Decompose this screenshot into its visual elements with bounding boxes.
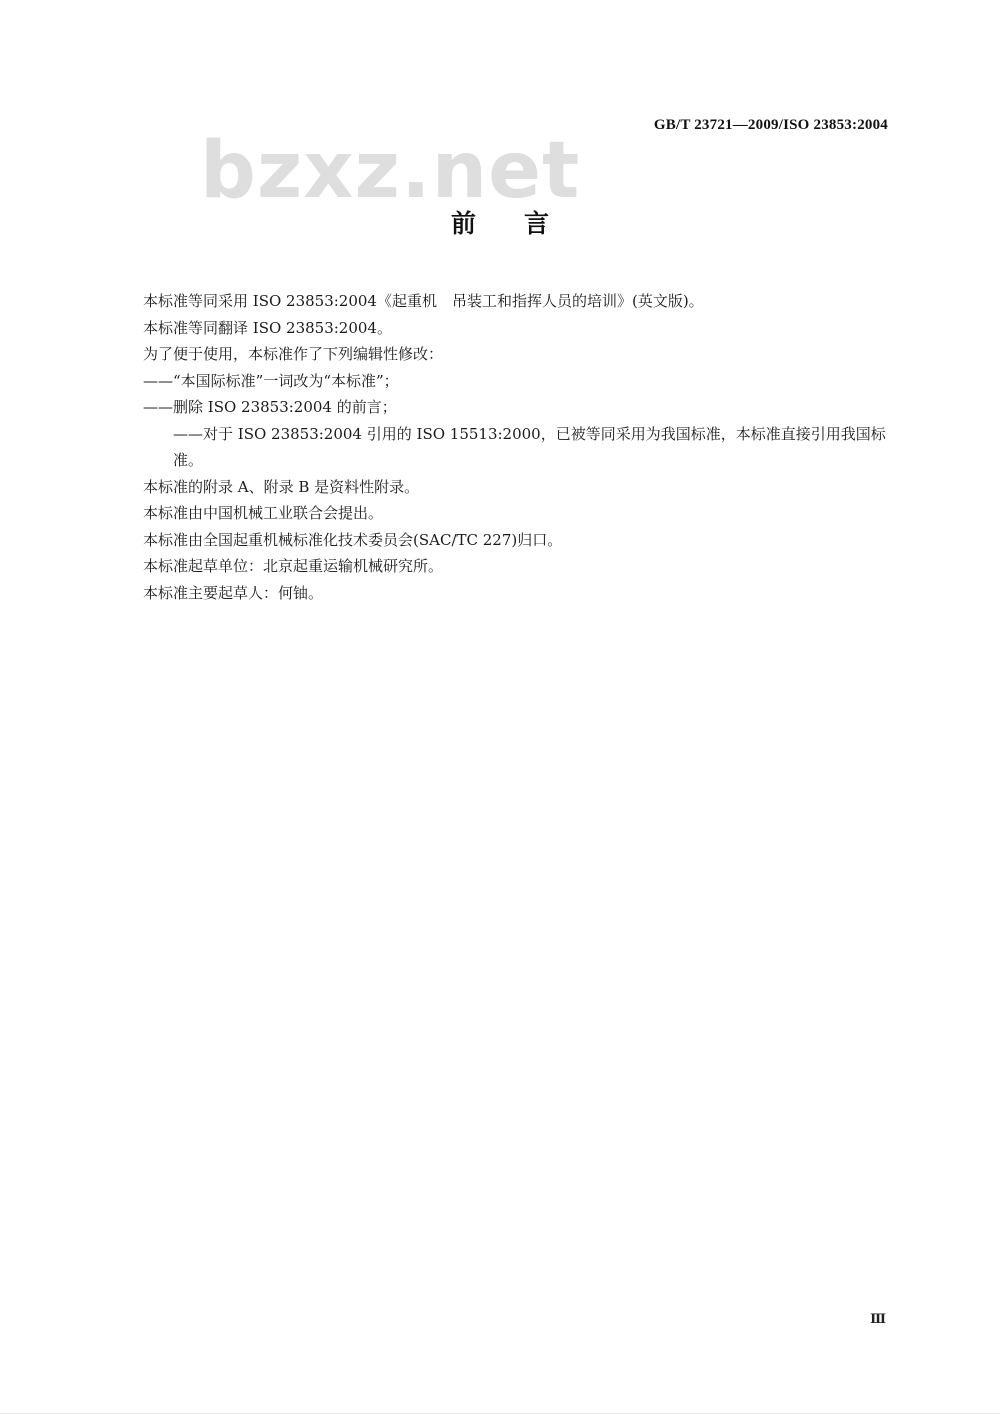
page-title: 前言 — [450, 209, 597, 238]
foreword-body — [143, 288, 895, 606]
modification-item: ——删除 ISO 23853:2004 的前言； — [143, 398, 397, 416]
paragraph-adoption: 本标准等同采用 ISO 23853:2004《起重机 吊装工和指挥人员的培训》(英文版)。 — [143, 292, 704, 310]
paragraph-translation: 本标准等同翻译 ISO 23853:2004。 — [143, 318, 392, 337]
paragraph-committee: 本标准由全国起重机械标准化技术委员会(SAC/TC 227)归口。 — [143, 530, 563, 549]
paragraph-drafting-unit: 本标准起草单位：北京起重运输机械研究所。 — [143, 557, 444, 575]
page-number: Ⅲ — [870, 1311, 886, 1326]
paragraph-proposer: 本标准由中国机械工业联合会提出。 — [143, 504, 384, 522]
bottom-divider — [0, 1413, 1000, 1414]
paragraph-annexes: 本标准的附录 A、附录 B 是资料性附录。 — [143, 477, 420, 496]
watermark-logo: bzxz.net — [200, 126, 581, 216]
modification-item: ——“本国际标准”一词改为“本标准”； — [143, 371, 399, 390]
standard-number-header: GB/T 23721—2009/ISO 23853:2004 — [653, 117, 888, 133]
paragraph-drafter: 本标准主要起草人：何铀。 — [143, 583, 324, 602]
modification-item: ——对于 ISO 23853:2004 引用的 ISO 15513:2000，已被等同采用为我国标准，本标准直接引用我国标准。 — [173, 424, 886, 469]
paragraph-editorial-intro: 为了便于使用，本标准作了下列编辑性修改： — [143, 345, 444, 363]
